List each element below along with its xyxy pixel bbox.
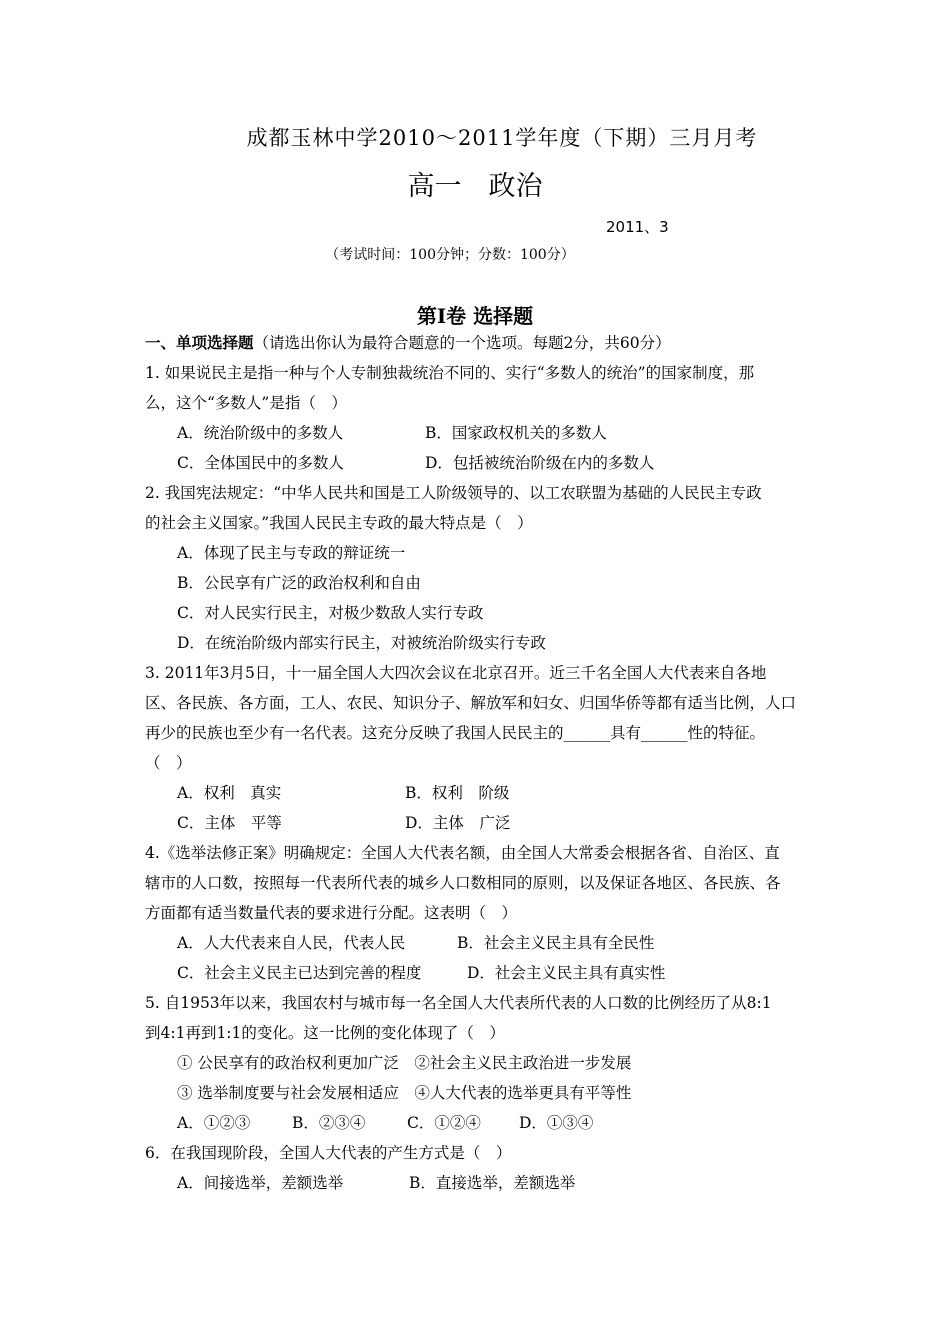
option-d: D．①③④: [519, 1114, 594, 1132]
option-b: B．国家政权机关的多数人: [425, 424, 607, 442]
question-2: [145, 478, 810, 658]
option-a: A．间接选举，差额选举: [177, 1174, 344, 1192]
option-a: A．权利 真实: [177, 784, 282, 802]
option-row: [145, 448, 810, 478]
option-row: [145, 1108, 810, 1138]
option-d: D．社会主义民主具有真实性: [467, 964, 666, 982]
option-c: C．全体国民中的多数人: [177, 454, 344, 472]
option-c: C．①②④: [407, 1114, 481, 1132]
question-stem-line: 的社会主义国家。”我国人民民主专政的最大特点是（ ）: [145, 514, 533, 532]
question-stem-line: 5. 自1953年以来，我国农村与城市每一名全国人大代表所代表的人口数的比例经历了从8:1: [145, 994, 772, 1012]
option-row: [145, 418, 810, 448]
sub-item-row: ① 公民享有的政治权利更加广泛 ②社会主义民主政治进一步发展: [177, 1054, 632, 1072]
option-row: [145, 778, 810, 808]
option-a: A．①②③: [177, 1114, 251, 1132]
option-c: C．社会主义民主已达到完善的程度: [177, 964, 422, 982]
question-stem-line: 3. 2011年3月5日，十一届全国人大四次会议在北京召开。近三千名全国人大代表来自各地: [145, 664, 767, 682]
exam-info: （考试时间：100分钟；分数：100分）: [325, 247, 575, 263]
option-a: A．统治阶级中的多数人: [177, 424, 344, 442]
part-heading: [145, 328, 810, 358]
question-stem-line: （ ）: [145, 754, 192, 772]
question-3: [145, 658, 810, 838]
part-instruction: （请选出你认为最符合题意的一个选项。每题2分，共60分）: [253, 334, 671, 352]
exam-date: 2011、3: [606, 218, 669, 236]
section-title: 第I卷 选择题: [416, 304, 534, 328]
option-b: B．社会主义民主具有全民性: [457, 934, 655, 952]
question-stem-line: 到4:1再到1:1的变化。这一比例的变化体现了（ ）: [145, 1024, 505, 1042]
question-body: [145, 328, 810, 1198]
option-c: C．主体 平等: [177, 814, 282, 832]
question-stem-line: 辖市的人口数，按照每一代表所代表的城乡人口数相同的原则，以及保证各地区、各民族、各: [145, 874, 781, 892]
question-4: [145, 838, 810, 988]
question-stem-line: 方面都有适当数量代表的要求进行分配。这表明（ ）: [145, 904, 518, 922]
question-stem-line: 1. 如果说民主是指一种与个人专制独裁统治不同的、实行“多数人的统治”的国家制度，那: [145, 364, 755, 382]
option-row: [145, 1168, 810, 1198]
question-stem-line: 么，这个“多数人”是指（ ）: [145, 394, 347, 412]
option-a: A．体现了民主与专政的辩证统一: [177, 544, 406, 562]
question-5: [145, 988, 810, 1138]
option-b: B．公民享有广泛的政治权利和自由: [177, 574, 421, 592]
option-d: D．主体 广泛: [405, 814, 511, 832]
question-stem-line: 再少的民族也至少有一名代表。这充分反映了我国人民民主的______具有______性的特征。: [145, 724, 766, 742]
option-c: C．对人民实行民主，对极少数敌人实行专政: [177, 604, 484, 622]
question-1: [145, 358, 810, 478]
sub-item-row: ③ 选举制度要与社会发展相适应 ④人大代表的选举更具有平等性: [177, 1084, 632, 1102]
option-d: D．包括被统治阶级在内的多数人: [425, 454, 655, 472]
option-row: [145, 808, 810, 838]
question-stem-line: 2. 我国宪法规定：“中华人民共和国是工人阶级领导的、以工农联盟为基础的人民民主专政: [145, 484, 762, 502]
option-row: [145, 958, 810, 988]
option-a: A．人大代表来自人民，代表人民: [177, 934, 406, 952]
option-d: D．在统治阶级内部实行民主，对被统治阶级实行专政: [177, 634, 546, 652]
subject-title: 高一 政治: [407, 171, 543, 202]
question-6: [145, 1138, 810, 1198]
part-label: 一、单项选择题: [145, 333, 254, 352]
option-b: B．权利 阶级: [405, 784, 510, 802]
question-stem-line: 4.《选举法修正案》明确规定：全国人大代表名额，由全国人大常委会根据各省、自治区、直: [145, 844, 780, 862]
question-stem-line: 区、各民族、各方面，工人、农民、知识分子、解放军和妇女、归国华侨等都有适当比例，人口: [145, 694, 797, 712]
school-title: 成都玉林中学2010～2011学年度（下期）三月月考: [246, 126, 758, 150]
option-b: B．②③④: [292, 1114, 366, 1132]
question-stem-line: 6．在我国现阶段，全国人大代表的产生方式是（ ）: [145, 1144, 512, 1162]
option-b: B．直接选举，差额选举: [409, 1174, 576, 1192]
option-row: [145, 928, 810, 958]
